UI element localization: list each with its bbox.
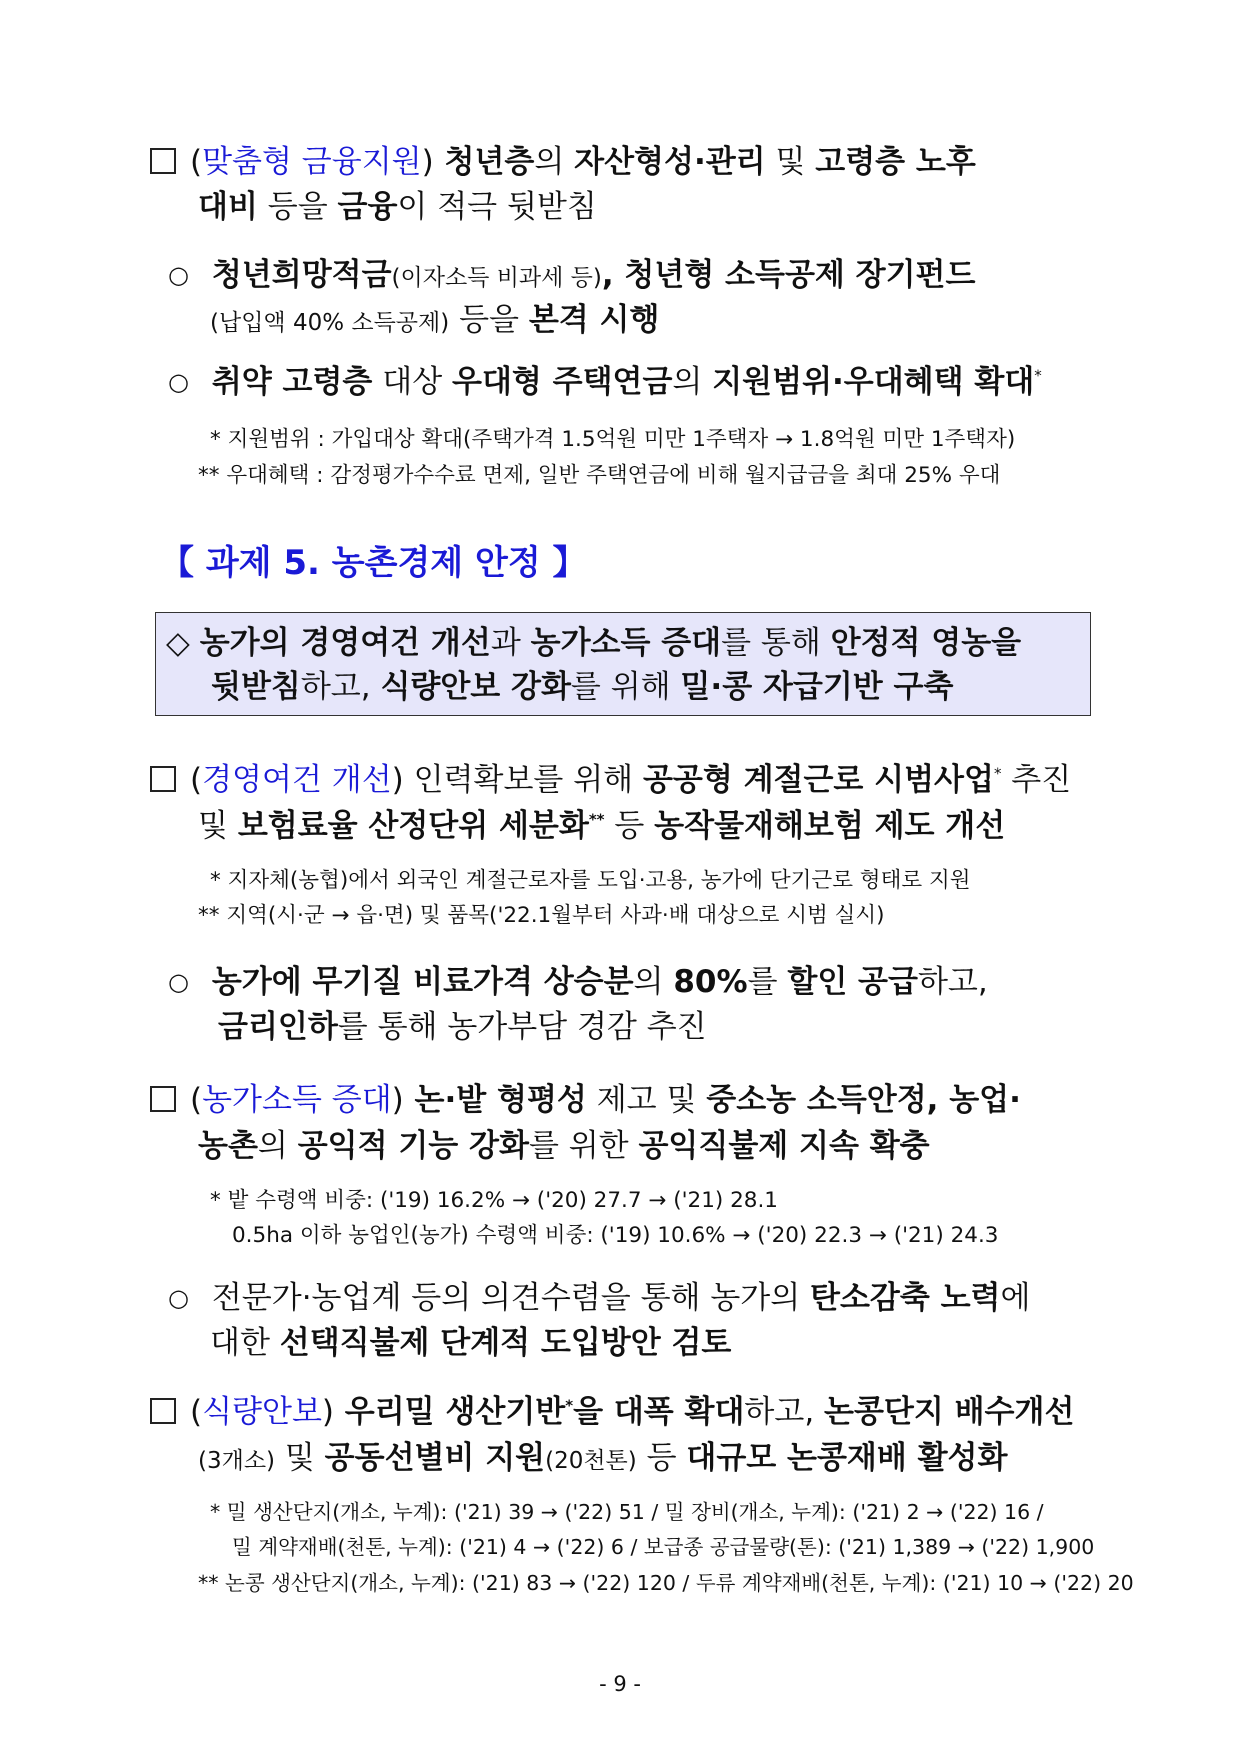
s4-line1: (식량안보) 우리밀 생산기반*을 대폭 확대하고, 논콩단지 배수개선 xyxy=(150,1392,1074,1432)
s1-line1: (맞춤형 금융지원) 청년층의 자산형성·관리 및 고령층 노후 xyxy=(150,142,976,182)
checkbox-square-icon xyxy=(150,766,176,792)
summary-box xyxy=(155,612,1091,716)
summary-line1: ◇ 농가의 경영여건 개선과 농가소득 증대를 통해 안정적 영농을 xyxy=(166,625,1022,661)
summary-line2: 뒷받침하고, 식량안보 강화를 위해 밀·콩 자급기반 구축 xyxy=(211,669,954,705)
s3-line1: (농가소득 증대) 논·밭 형평성 제고 및 중소농 소득안정, 농업· xyxy=(150,1080,1021,1120)
checkbox-square-icon xyxy=(150,148,176,174)
s4-note2: 밀 계약재배(천톤, 누계): ('21) 4 → ('22) 6 / 보급종 공급물량(톤): ('21) 1,389 → ('22) 1,900 xyxy=(232,1535,1095,1559)
s3-bullet1-line2: 대한 선택직불제 단계적 도입방안 검토 xyxy=(210,1325,732,1361)
s4-tag: 식량안보 xyxy=(202,1394,322,1430)
s3-line2: 농촌의 공익적 기능 강화를 위한 공익직불제 지속 확충 xyxy=(198,1128,930,1164)
page-number: - 9 - xyxy=(599,1672,641,1696)
diamond-icon: ◇ xyxy=(166,625,200,661)
s1-tag: 맞춤형 금융지원 xyxy=(202,144,422,180)
circle-bullet-icon: ○ xyxy=(168,368,189,396)
s1-note2: ** 우대혜택 : 감정평가수수료 면제, 일반 주택연금에 비해 월지급금을 최대 25% 우대 xyxy=(198,463,1001,488)
s1-bullet1-line1: ○ 청년희망적금(이자소득 비과세 등), 청년형 소득공제 장기펀드 xyxy=(168,257,976,293)
s2-bullet1-line1: ○ 농가에 무기질 비료가격 상승분의 80%를 할인 공급하고, xyxy=(168,964,988,1000)
checkbox-square-icon xyxy=(150,1086,176,1112)
s1-note1: * 지원범위 : 가입대상 확대(주택가격 1.5억원 미만 1주택자 → 1.8억원 미만 1주택자) xyxy=(210,427,1016,452)
s2-tag: 경영여건 개선 xyxy=(202,762,392,798)
s4-note3: ** 논콩 생산단지(개소, 누계): ('21) 83 → ('22) 120 / 두류 계약재배(천톤, 누계): ('21) 10 → ('22) 20 xyxy=(198,1571,1134,1595)
s3-tag: 농가소득 증대 xyxy=(202,1082,392,1118)
checkbox-square-icon xyxy=(150,1398,176,1424)
s3-note1: * 밭 수령액 비중: ('19) 16.2% → ('20) 27.7 → ('21) 28.1 xyxy=(210,1188,778,1213)
s4-line2: (3개소) 및 공동선별비 지원(20천톤) 등 대규모 논콩재배 활성화 xyxy=(198,1440,1008,1476)
s2-note2: ** 지역(시·군 → 읍·면) 및 품목('22.1월부터 사과·배 대상으로 시범 실시) xyxy=(198,903,885,928)
s3-bullet1-line1: ○ 전문가·농업계 등의 의견수렴을 통해 농가의 탄소감축 노력에 xyxy=(168,1280,1031,1316)
circle-bullet-icon: ○ xyxy=(168,968,189,996)
s2-bullet1-line2: 금리인하를 통해 농가부담 경감 추진 xyxy=(218,1009,707,1045)
s1-line2: 대비 등을 금융이 적극 뒷받침 xyxy=(198,189,597,225)
section-title: 【 과제 5. 농촌경제 안정 】 xyxy=(160,543,587,583)
s1-bullet2: ○ 취약 고령층 대상 우대형 주택연금의 지원범위·우대혜택 확대* xyxy=(168,364,1042,400)
s2-line2: 및 보험료율 산정단위 세분화** 등 농작물재해보험 제도 개선 xyxy=(198,808,1006,844)
circle-bullet-icon: ○ xyxy=(168,1284,189,1312)
s3-note2: 0.5ha 이하 농업인(농가) 수령액 비중: ('19) 10.6% → ('20) 22.3 → ('21) 24.3 xyxy=(232,1223,999,1248)
circle-bullet-icon: ○ xyxy=(168,261,189,289)
s1-bullet1-line2: (납입액 40% 소득공제) 등을 본격 시행 xyxy=(210,302,660,338)
s4-note1: * 밀 생산단지(개소, 누계): ('21) 39 → ('22) 51 / 밀 장비(개소, 누계): ('21) 2 → ('22) 16 / xyxy=(210,1500,1044,1524)
s2-line1: (경영여건 개선) 인력확보를 위해 공공형 계절근로 시범사업* 추진 xyxy=(150,760,1071,800)
s2-note1: * 지자체(농협)에서 외국인 계절근로자를 도입·고용, 농가에 단기근로 형태로 지원 xyxy=(210,868,971,893)
